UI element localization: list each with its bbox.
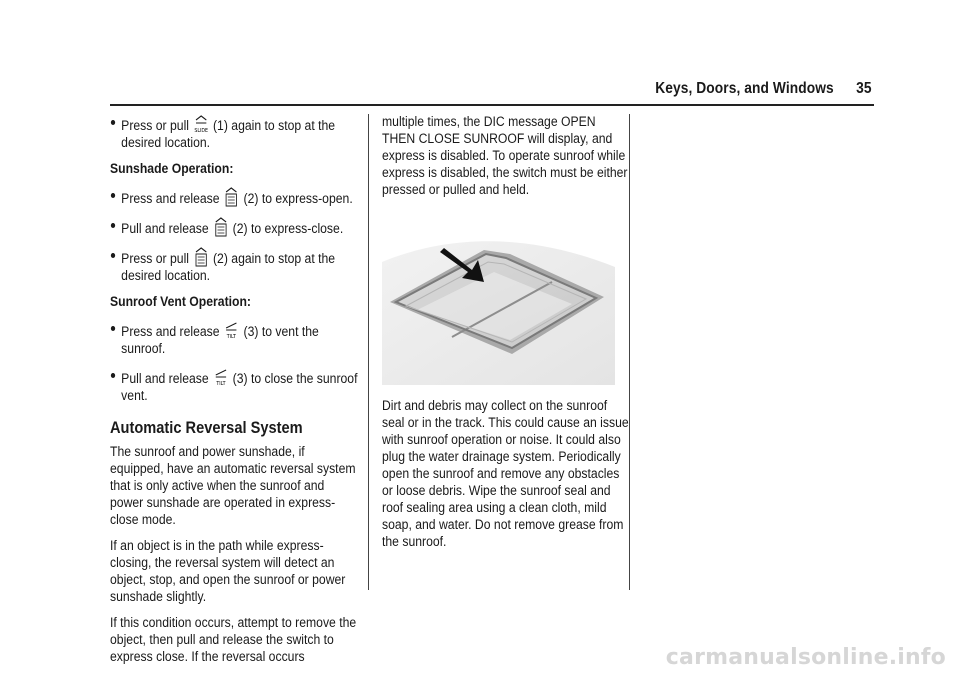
- right-column: [382, 114, 631, 208]
- sunshade-icon: [194, 247, 208, 267]
- list-item: Pull and release (2) to express-close.: [110, 217, 359, 238]
- page-number: 35: [856, 80, 872, 97]
- left-column: [110, 114, 359, 675]
- list-item: Press or pull SLIDE (1) again to stop at the desired location.: [110, 114, 359, 152]
- sunshade-icon: [214, 217, 228, 237]
- header-rule: [110, 104, 874, 106]
- list-item: Press or pull (2) again to stop at the desired location.: [110, 247, 359, 285]
- paragraph: The sunroof and power sunshade, if equipped, have an automatic reversal system that is only active when the sunroof and power sunshade are operated in express-close mode.: [110, 444, 356, 528]
- list-item: Press and release TILT (3) to vent the sunroof.: [110, 320, 359, 358]
- sunroof-slide-icon: [194, 114, 208, 134]
- list-item: Pull and release TILT (3) to close the sunroof vent.: [110, 367, 359, 405]
- column-divider-left: [368, 114, 369, 590]
- svg-text:TILT: TILT: [226, 333, 237, 340]
- svg-text:SLIDE: SLIDE: [194, 127, 208, 134]
- right-column-lower: [382, 398, 631, 560]
- sunroof-photo: [382, 232, 615, 385]
- running-header: [656, 80, 872, 98]
- sunroof-tilt-icon: [214, 367, 228, 387]
- paragraph: Dirt and debris may collect on the sunroof seal or in the track. This could cause an issue with sunroof operation or noise. It could also plug the water drainage system. Periodically open the sunroof and remove any obstacles or loose debris. Wipe the sunroof seal and roof sealing area using a clean cloth, mild soap, and water. Do not remove grease from the sunroof.: [382, 398, 629, 550]
- svg-text:TILT: TILT: [216, 380, 226, 387]
- sunshade-icon: [225, 187, 239, 207]
- sunroof-tilt-icon: [225, 320, 239, 340]
- sunshade-heading: Sunshade Operation:: [110, 161, 234, 177]
- vent-heading: Sunroof Vent Operation:: [110, 294, 251, 310]
- paragraph: multiple times, the DIC message OPEN THEN CLOSE SUNROOF will display, and express is disabled. To operate sunroof while express is disabled, the switch must be either pressed or pulled and held.: [382, 114, 628, 198]
- list-item: Press and release (2) to express-open.: [110, 187, 359, 208]
- section-title: Keys, Doors, and Windows: [655, 80, 835, 97]
- paragraph: If an object is in the path while express-closing, the reversal system will detect an object, stop, and open the sunroof or power sunshade slightly.: [110, 538, 346, 605]
- paragraph: If this condition occurs, attempt to remove the object, then pull and release the switch to express close. If the reversal occurs: [110, 615, 357, 665]
- watermark: carmanualsonline.info: [665, 645, 946, 670]
- section-heading: Automatic Reversal System: [110, 418, 303, 437]
